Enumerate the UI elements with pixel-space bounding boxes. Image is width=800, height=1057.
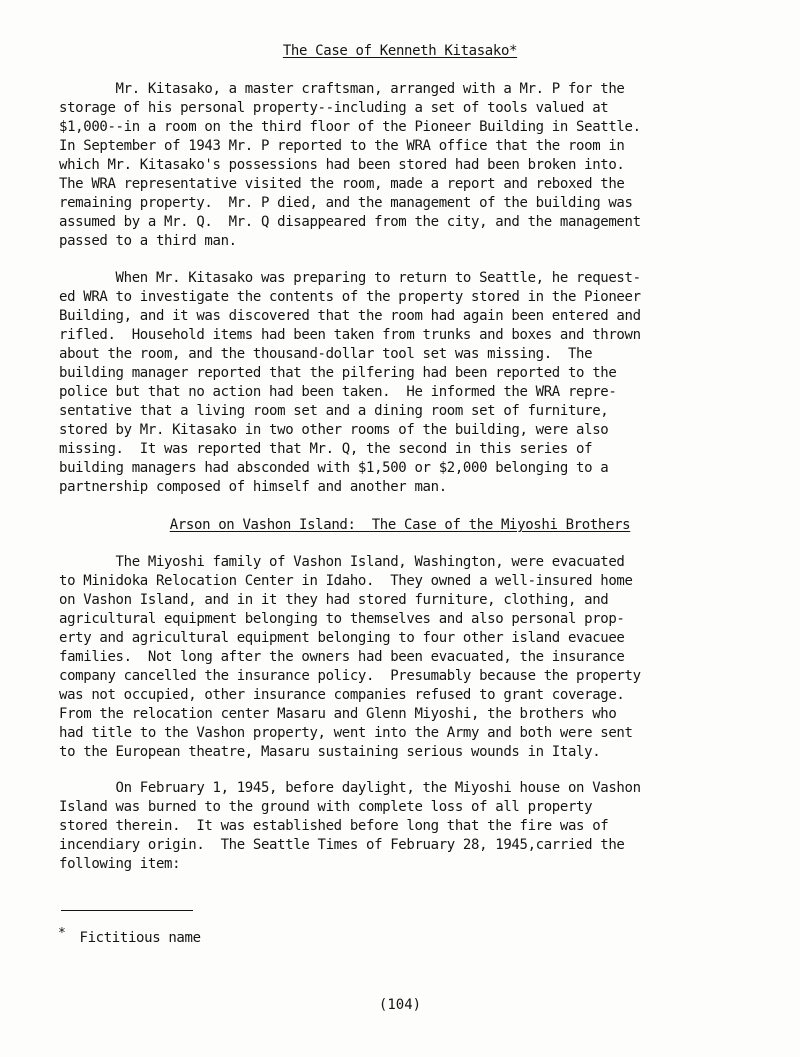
text-line: to Minidoka Relocation Center in Idaho. They owned a well-insured home — [59, 573, 633, 589]
text-line: storage of his personal property--including a set of tools valued at — [59, 100, 609, 116]
section-heading-kitasako: The Case of Kenneth Kitasako* — [282, 43, 518, 59]
text-line: incendiary origin. The Seattle Times of February 28, 1945,carried the — [59, 837, 625, 853]
text-line: remaining property. Mr. P died, and the management of the building was — [59, 195, 633, 211]
text-line: passed to a third man. — [59, 233, 237, 249]
text-line: $1,000--in a room on the third floor of the Pioneer Building in Seattle. — [59, 119, 641, 135]
text-line: The WRA representative visited the room, made a report and reboxed the — [59, 176, 625, 192]
text-line: On February 1, 1945, before daylight, the Miyoshi house on Vashon — [59, 780, 641, 796]
text-line: to the European theatre, Masaru sustaining serious wounds in Italy. — [59, 744, 601, 760]
text-line: on Vashon Island, and in it they had stored furniture, clothing, and — [59, 592, 609, 608]
text-line: erty and agricultural equipment belonging to four other island evacuee — [59, 630, 625, 646]
text-line: ed WRA to investigate the contents of the property stored in the Pioneer — [59, 289, 641, 305]
text-line: Island was burned to the ground with complete loss of all property — [59, 799, 593, 815]
text-line: had title to the Vashon property, went into the Army and both were sent — [59, 725, 633, 741]
text-line: assumed by a Mr. Q. Mr. Q disappeared from the city, and the management — [59, 214, 641, 230]
text-line: police but that no action had been taken. He informed the WRA repre- — [59, 384, 617, 400]
text-line: From the relocation center Masaru and Glenn Miyoshi, the brothers who — [59, 706, 617, 722]
text-line: stored therein. It was established before long that the fire was of — [59, 818, 609, 834]
text-line: which Mr. Kitasako's possessions had been stored had been broken into. — [59, 157, 625, 173]
text-line: In September of 1943 Mr. P reported to the WRA office that the room in — [59, 138, 625, 154]
footnote-asterisk: * — [58, 926, 66, 941]
text-line: agricultural equipment belonging to themselves and also personal prop- — [59, 611, 625, 627]
text-line: company cancelled the insurance policy. Presumably because the property — [59, 668, 641, 684]
text-line: was not occupied, other insurance companies refused to grant coverage. — [59, 687, 625, 703]
text-line: stored by Mr. Kitasako in two other rooms of the building, were also — [59, 422, 609, 438]
text-line: sentative that a living room set and a dining room set of furniture, — [59, 403, 609, 419]
footnote-text: Fictitious name — [79, 930, 201, 946]
text-line: families. Not long after the owners had been evacuated, the insurance — [59, 649, 625, 665]
footnote — [58, 926, 201, 946]
footnote-divider — [61, 910, 193, 911]
text-line: Mr. Kitasako, a master craftsman, arranged with a Mr. P for the — [59, 81, 625, 97]
text-line: building manager reported that the pilfering had been reported to the — [59, 365, 617, 381]
section-heading-miyoshi: Arson on Vashon Island: The Case of the Miyoshi Brothers — [169, 517, 631, 533]
text-line: building managers had absconded with $1,500 or $2,000 belonging to a — [59, 460, 609, 476]
text-line: following item: — [59, 856, 181, 872]
text-line: When Mr. Kitasako was preparing to return to Seattle, he request- — [59, 270, 641, 286]
text-line: partnership composed of himself and another man. — [59, 479, 447, 495]
page-number: (104) — [378, 997, 422, 1013]
text-line: rifled. Household items had been taken from trunks and boxes and thrown — [59, 327, 641, 343]
text-line: about the room, and the thousand-dollar tool set was missing. The — [59, 346, 593, 362]
text-line: Building, and it was discovered that the room had again been entered and — [59, 308, 641, 324]
text-line: missing. It was reported that Mr. Q, the second in this series of — [59, 441, 593, 457]
text-line: The Miyoshi family of Vashon Island, Washington, were evacuated — [59, 554, 625, 570]
